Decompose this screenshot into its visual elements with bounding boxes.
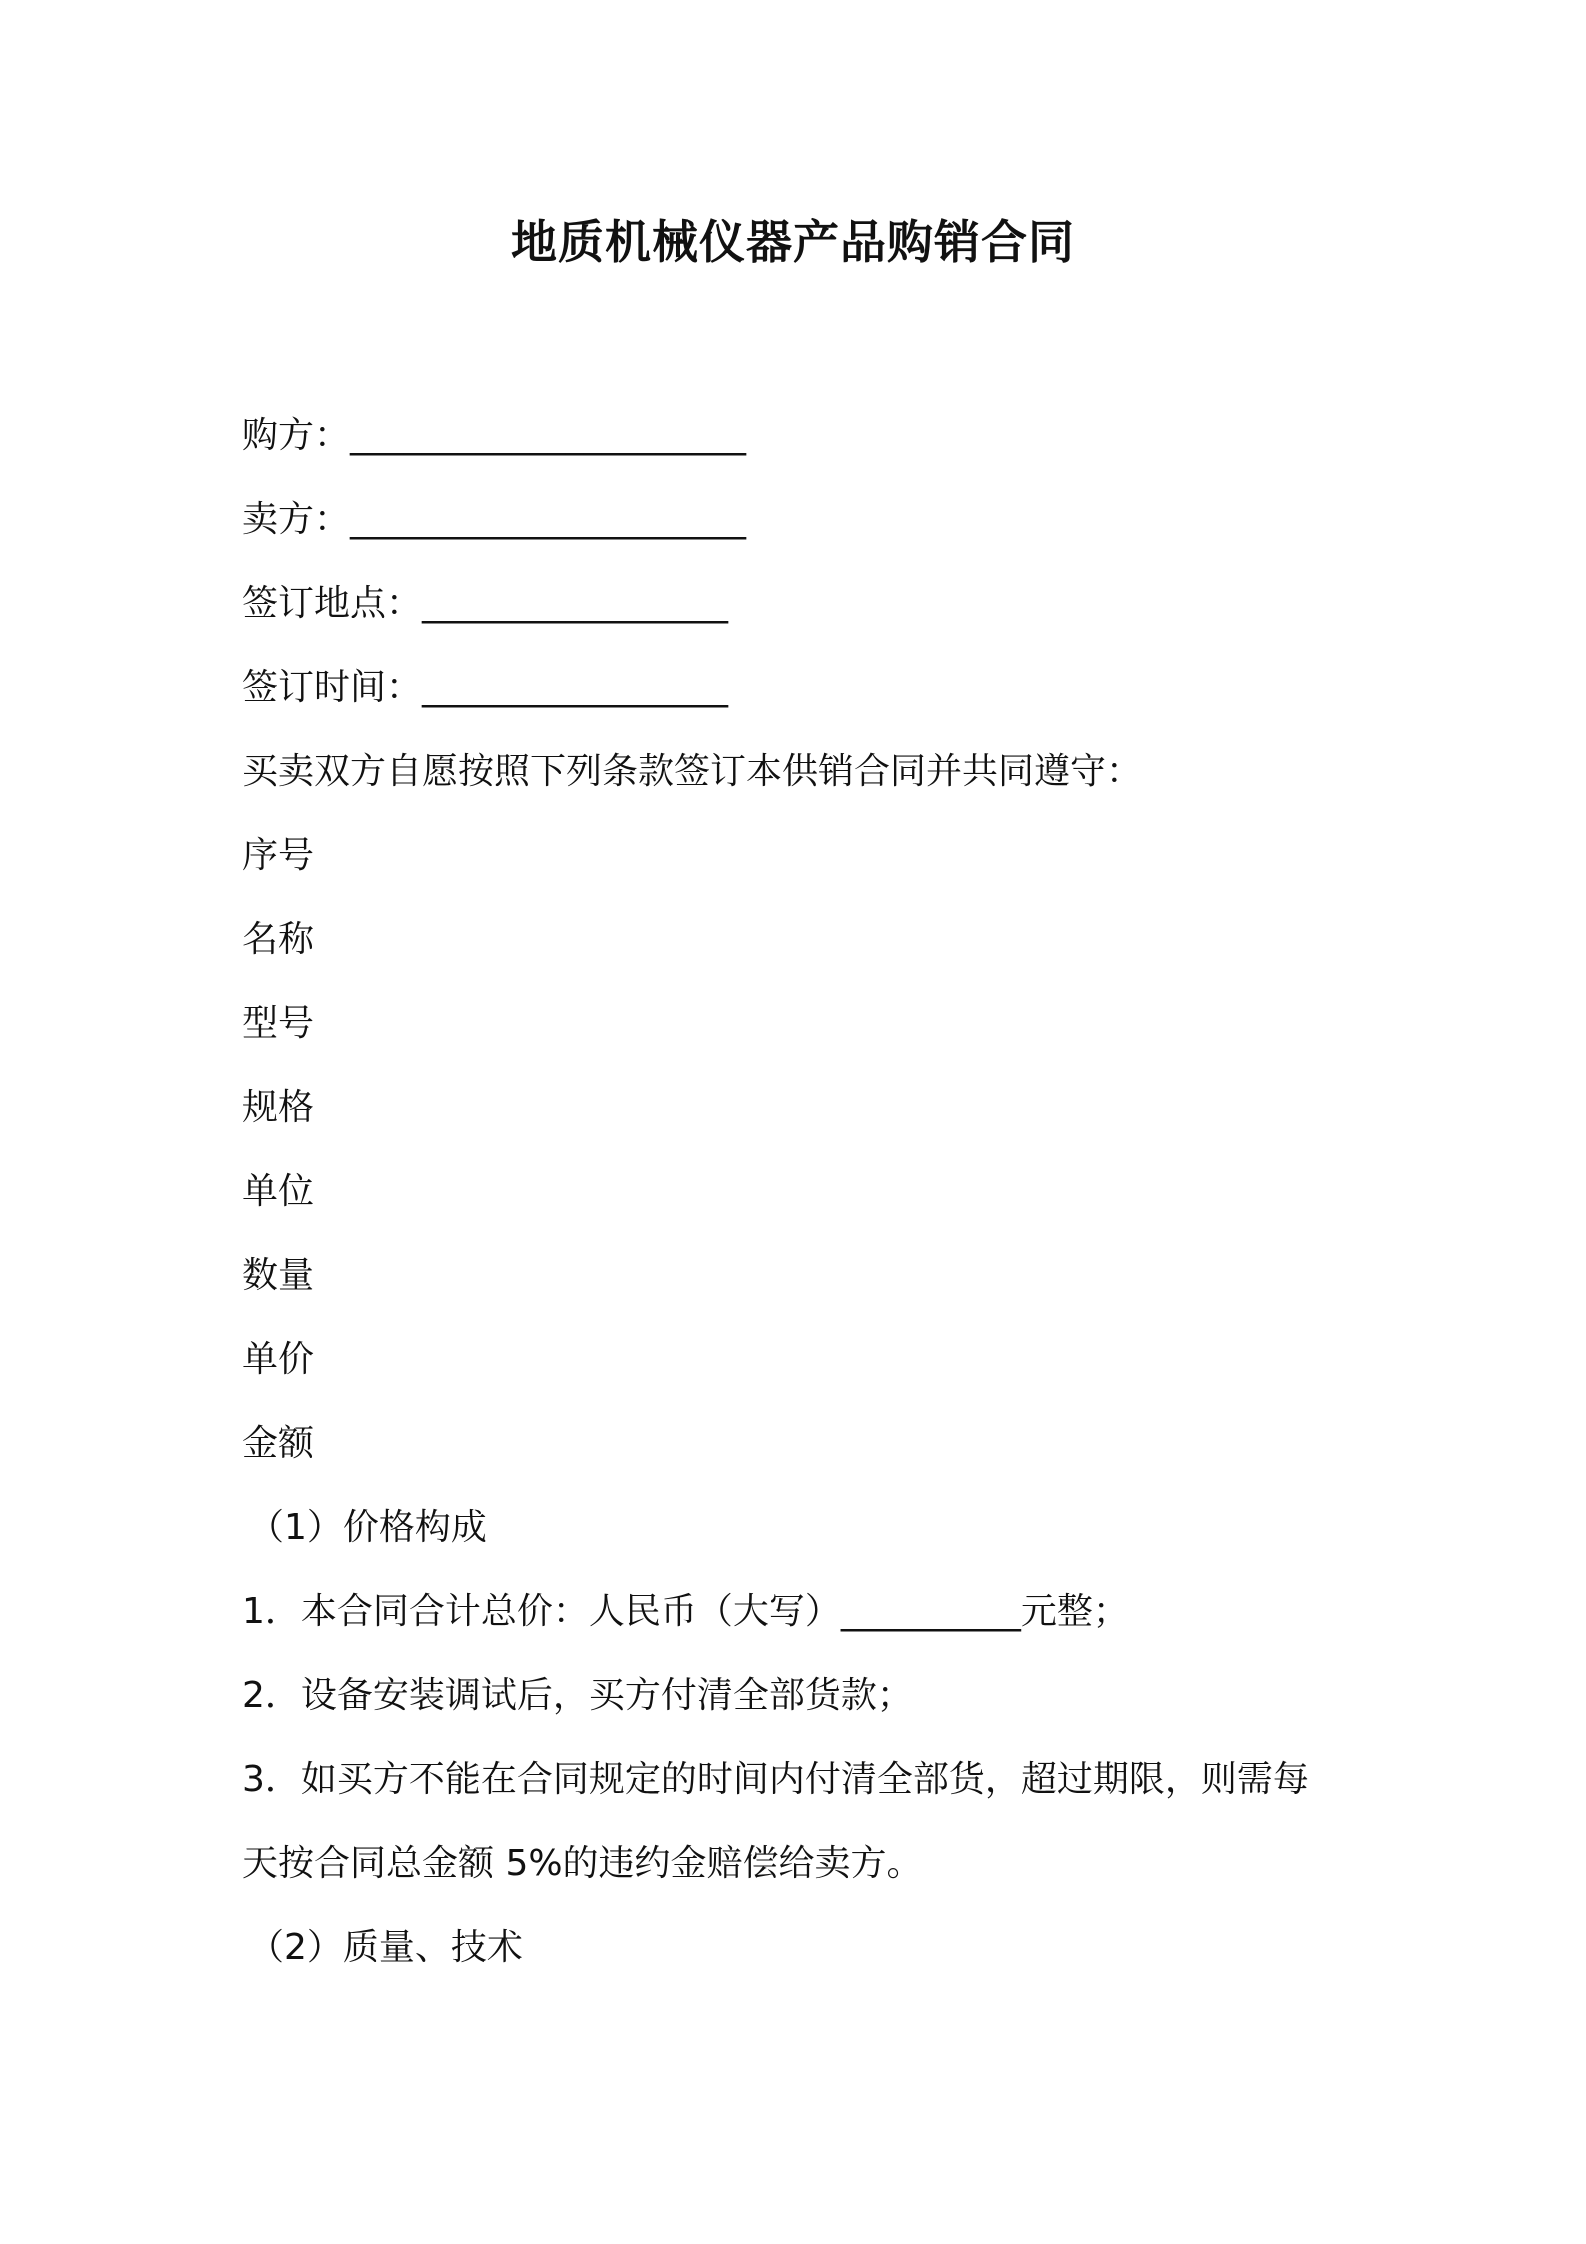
document-title: 地质机械仪器产品购销合同 [511,215,1075,269]
field-quantity: 数量 [242,1255,315,1296]
signing-time-line: 签订时间：_________________ [242,667,729,708]
buyer-line: 购方：______________________ [242,415,747,456]
field-specification: 规格 [242,1087,315,1128]
section-price-heading: （1）价格构成 [248,1507,487,1548]
field-model: 型号 [242,1003,315,1044]
signing-place-line: 签订地点：_________________ [242,583,729,624]
clause-2-payment: 2．设备安装调试后，买方付清全部货款； [242,1675,913,1716]
clause-3-penalty-line-1: 3．如买方不能在合同规定的时间内付清全部货，超过期限，则需每 [242,1759,1309,1800]
field-unit-price: 单价 [242,1339,315,1380]
field-unit: 单位 [242,1171,315,1212]
agreement-intro: 买卖双方自愿按照下列条款签订本供销合同并共同遵守： [242,751,1143,792]
field-amount: 金额 [242,1423,315,1464]
field-name: 名称 [242,919,315,960]
section-quality-heading: （2）质量、技术 [248,1927,523,1968]
seller-line: 卖方：______________________ [242,499,747,540]
clause-3-penalty-line-2: 天按合同总金额 5%的违约金赔偿给卖方。 [242,1843,923,1884]
field-serial-number: 序号 [242,835,315,876]
clause-1-total-price: 1．本合同合计总价：人民币（大写）__________元整； [242,1591,1129,1632]
